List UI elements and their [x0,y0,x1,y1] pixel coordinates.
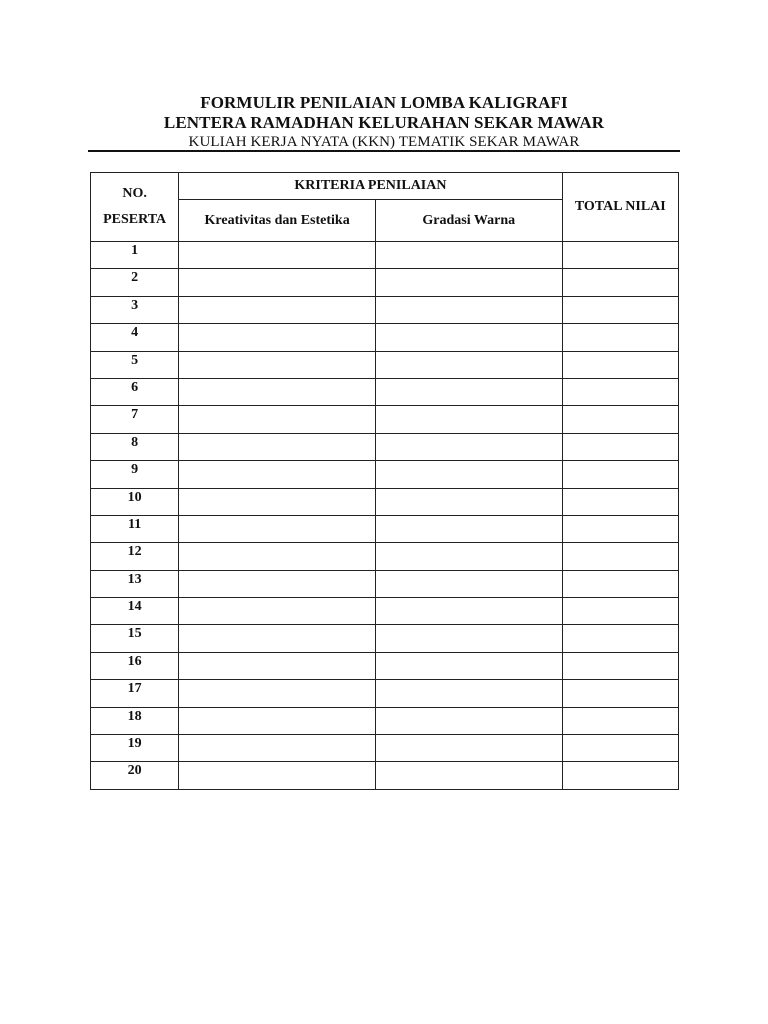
event-title: LENTERA RAMADHAN KELURAHAN SEKAR MAWAR [163,113,605,132]
creativity-score-cell[interactable] [179,461,376,488]
table-row [91,461,679,488]
creativity-score-cell[interactable] [179,433,376,460]
participant-number-cell: 7 [91,406,179,433]
creativity-score-cell[interactable] [179,570,376,597]
total-score-header: TOTAL NILAI [562,173,678,242]
color-gradation-score-cell[interactable] [375,242,562,269]
creativity-score-cell[interactable] [179,324,376,351]
total-score-cell[interactable] [562,488,678,515]
color-gradation-score-cell[interactable] [375,406,562,433]
participant-number-cell: 9 [91,461,179,488]
table-row [91,543,679,570]
total-score-cell[interactable] [562,652,678,679]
table-row [91,570,679,597]
participant-number-cell: 15 [91,625,179,652]
color-gradation-score-cell[interactable] [375,269,562,296]
total-score-cell[interactable] [562,735,678,762]
participant-number-cell: 11 [91,515,179,542]
scoring-table-body [91,242,679,790]
color-gradation-score-cell[interactable] [375,515,562,542]
total-score-cell[interactable] [562,269,678,296]
color-gradation-score-cell[interactable] [375,707,562,734]
creativity-score-cell[interactable] [179,680,376,707]
total-score-cell[interactable] [562,406,678,433]
program-subtitle: KULIAH KERJA NYATA (KKN) TEMATIK SEKAR MAWAR [188,134,580,150]
participant-number-cell: 5 [91,351,179,378]
creativity-score-cell[interactable] [179,296,376,323]
creativity-score-cell[interactable] [179,762,376,789]
creativity-score-cell[interactable] [179,625,376,652]
creativity-score-cell[interactable] [179,378,376,405]
scoring-table [90,172,679,790]
color-gradation-score-cell[interactable] [375,570,562,597]
color-gradation-score-cell[interactable] [375,351,562,378]
participant-number-cell: 17 [91,680,179,707]
creativity-score-cell[interactable] [179,351,376,378]
participant-number-cell: 13 [91,570,179,597]
document-header [0,93,768,152]
participant-number-cell: 1 [91,242,179,269]
color-gradation-score-cell[interactable] [375,433,562,460]
color-gradation-score-cell[interactable] [375,625,562,652]
table-row [91,324,679,351]
participant-number-cell: 10 [91,488,179,515]
total-score-cell[interactable] [562,324,678,351]
table-row [91,406,679,433]
table-row [91,296,679,323]
color-gradation-score-cell[interactable] [375,652,562,679]
participant-number-cell: 14 [91,598,179,625]
table-row [91,652,679,679]
criteria-color-gradation-header: Gradasi Warna [375,200,562,242]
participant-number-header-line-1: NO. [122,186,147,201]
creativity-score-cell[interactable] [179,242,376,269]
table-row [91,351,679,378]
total-score-cell[interactable] [562,351,678,378]
creativity-score-cell[interactable] [179,735,376,762]
creativity-score-cell[interactable] [179,543,376,570]
color-gradation-score-cell[interactable] [375,762,562,789]
header-divider [88,150,680,152]
table-row [91,680,679,707]
total-score-cell[interactable] [562,378,678,405]
color-gradation-score-cell[interactable] [375,543,562,570]
criteria-header: KRITERIA PENILAIAN [179,173,562,200]
color-gradation-score-cell[interactable] [375,488,562,515]
participant-number-cell: 3 [91,296,179,323]
criteria-creativity-header: Kreativitas dan Estetika [179,200,376,242]
total-score-cell[interactable] [562,515,678,542]
creativity-score-cell[interactable] [179,707,376,734]
table-row [91,707,679,734]
creativity-score-cell[interactable] [179,488,376,515]
participant-number-cell: 2 [91,269,179,296]
table-row [91,515,679,542]
total-score-cell[interactable] [562,242,678,269]
total-score-cell[interactable] [562,762,678,789]
table-row [91,762,679,789]
table-row [91,735,679,762]
table-row [91,242,679,269]
participant-number-cell: 6 [91,378,179,405]
color-gradation-score-cell[interactable] [375,461,562,488]
total-score-cell[interactable] [562,461,678,488]
color-gradation-score-cell[interactable] [375,735,562,762]
participant-number-cell: 12 [91,543,179,570]
total-score-cell[interactable] [562,680,678,707]
total-score-cell[interactable] [562,625,678,652]
form-title: FORMULIR PENILAIAN LOMBA KALIGRAFI [200,93,568,112]
participant-number-cell: 4 [91,324,179,351]
total-score-cell[interactable] [562,543,678,570]
participant-number-header [91,173,179,242]
color-gradation-score-cell[interactable] [375,680,562,707]
total-score-cell[interactable] [562,598,678,625]
color-gradation-score-cell[interactable] [375,598,562,625]
color-gradation-score-cell[interactable] [375,378,562,405]
creativity-score-cell[interactable] [179,515,376,542]
color-gradation-score-cell[interactable] [375,296,562,323]
participant-number-header-line-2: PESERTA [103,212,167,227]
table-row [91,269,679,296]
total-score-cell[interactable] [562,433,678,460]
table-row [91,488,679,515]
participant-number-cell: 8 [91,433,179,460]
table-row [91,433,679,460]
participant-number-cell: 18 [91,707,179,734]
total-score-cell[interactable] [562,570,678,597]
participant-number-cell: 16 [91,652,179,679]
table-row [91,378,679,405]
creativity-score-cell[interactable] [179,598,376,625]
total-score-cell[interactable] [562,707,678,734]
table-row [91,598,679,625]
total-score-cell[interactable] [562,296,678,323]
color-gradation-score-cell[interactable] [375,324,562,351]
participant-number-cell: 20 [91,762,179,789]
participant-number-cell: 19 [91,735,179,762]
creativity-score-cell[interactable] [179,269,376,296]
creativity-score-cell[interactable] [179,406,376,433]
creativity-score-cell[interactable] [179,652,376,679]
table-row [91,625,679,652]
